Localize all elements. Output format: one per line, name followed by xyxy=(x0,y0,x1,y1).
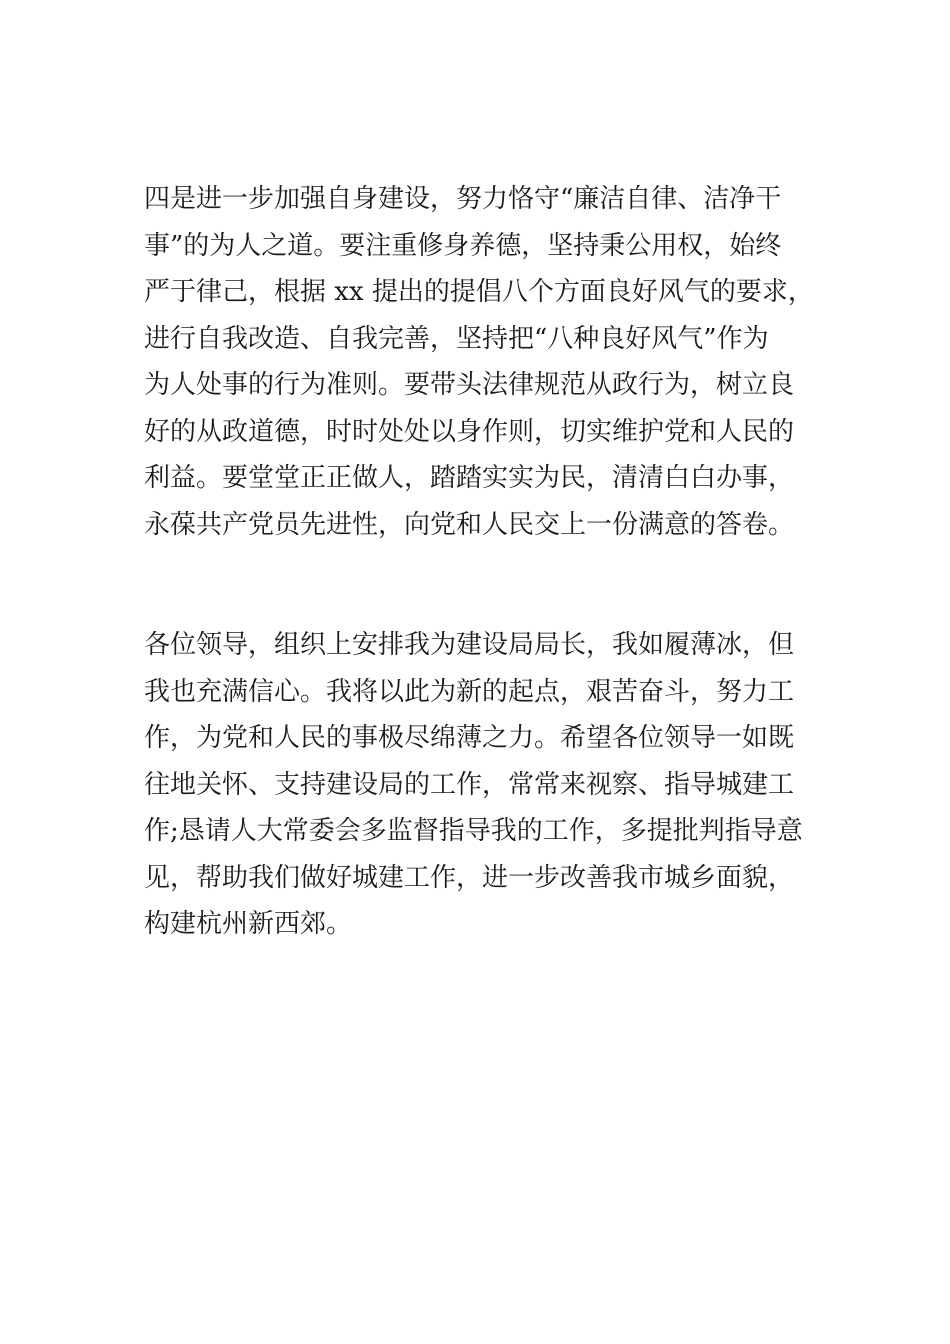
text-line: 四是进一步加强自身建设，努力恪守“廉洁自律、洁净干 xyxy=(144,184,782,214)
text-line: 永葆共产党员先进性，向党和人民交上一份满意的答卷。 xyxy=(144,509,795,540)
text-line: 作，为党和人民的事极尽绵薄之力。希望各位领导一如既 xyxy=(144,723,795,753)
text-line: 利益。要堂堂正正做人，踏踏实实为民，清清白白办事， xyxy=(144,463,795,493)
text-line: 构建杭州新西郊。 xyxy=(144,909,353,939)
text-line: 好的从政道德，时时处处以身作则，切实维护党和人民的 xyxy=(144,416,795,447)
paragraph-closing-remarks xyxy=(144,622,824,948)
paragraph-self-discipline xyxy=(144,176,824,548)
text-line: 事”的为人之道。要注重修身养德，坚持秉公用权，始终 xyxy=(144,230,782,261)
text-line: 严于律己，根据 xx 提出的提倡八个方面良好风气的要求， xyxy=(144,277,814,307)
text-line: 作;恳请人大常委会多监督指导我的工作，多提批判指导意 xyxy=(144,816,803,846)
text-line: 进行自我改造、自我完善，坚持把“八种良好风气”作为 xyxy=(144,323,769,354)
text-line: 我也充满信心。我将以此为新的起点，艰苦奋斗，努力工 xyxy=(144,676,795,707)
text-line: 为人处事的行为准则。要带头法律规范从政行为，树立良 xyxy=(144,370,795,400)
text-line: 各位领导，组织上安排我为建设局局长，我如履薄冰，但 xyxy=(144,630,795,660)
text-line: 往地关怀、支持建设局的工作，常常来视察、指导城建工 xyxy=(144,769,795,800)
text-line: 见，帮助我们做好城建工作，进一步改善我市城乡面貌， xyxy=(144,862,795,893)
